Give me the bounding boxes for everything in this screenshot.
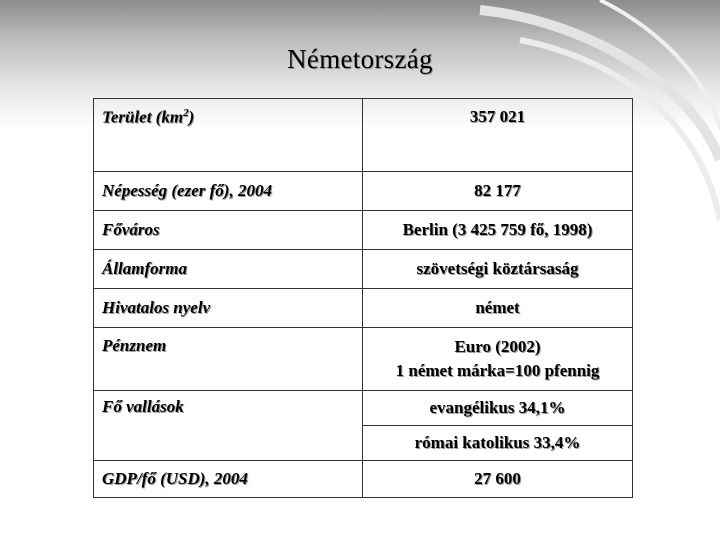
table-row: [94, 172, 633, 211]
table-row: [94, 289, 633, 328]
page-title: Németország: [287, 44, 433, 74]
row-value-gdp: 27 600: [363, 461, 633, 498]
row-value-religion-2: római katolikus 33,4%: [363, 426, 633, 461]
row-value-currency: [363, 328, 633, 391]
row-value-government: szövetségi köztársaság: [363, 250, 633, 289]
table-row: [94, 211, 633, 250]
row-label-population: Népesség (ezer fő), 2004: [94, 172, 363, 211]
currency-line-2: 1 német márka=100 pfennig: [395, 361, 600, 380]
row-value-area: 357 021: [363, 99, 633, 172]
table-row: [94, 328, 633, 391]
row-label-government: Államforma: [94, 250, 363, 289]
row-value-population: 82 177: [363, 172, 633, 211]
row-label-currency: Pénznem: [94, 328, 363, 391]
table-row: [94, 391, 633, 426]
currency-line-1: Euro (2002): [454, 337, 541, 356]
table-row: [94, 99, 633, 172]
row-value-religion-1: evangélikus 34,1%: [363, 391, 633, 426]
row-label-gdp: GDP/fő (USD), 2004: [94, 461, 363, 498]
row-label-language: Hivatalos nyelv: [94, 289, 363, 328]
row-label-religions: Fő vallások: [94, 391, 363, 461]
row-value-capital: Berlin (3 425 759 fő, 1998): [363, 211, 633, 250]
row-label-area: Terület $(km^2)$: [94, 99, 363, 172]
row-value-language: német: [363, 289, 633, 328]
country-info-table: [93, 98, 633, 498]
table-row: [94, 461, 633, 498]
table-row: [94, 250, 633, 289]
row-label-capital: Főváros: [94, 211, 363, 250]
